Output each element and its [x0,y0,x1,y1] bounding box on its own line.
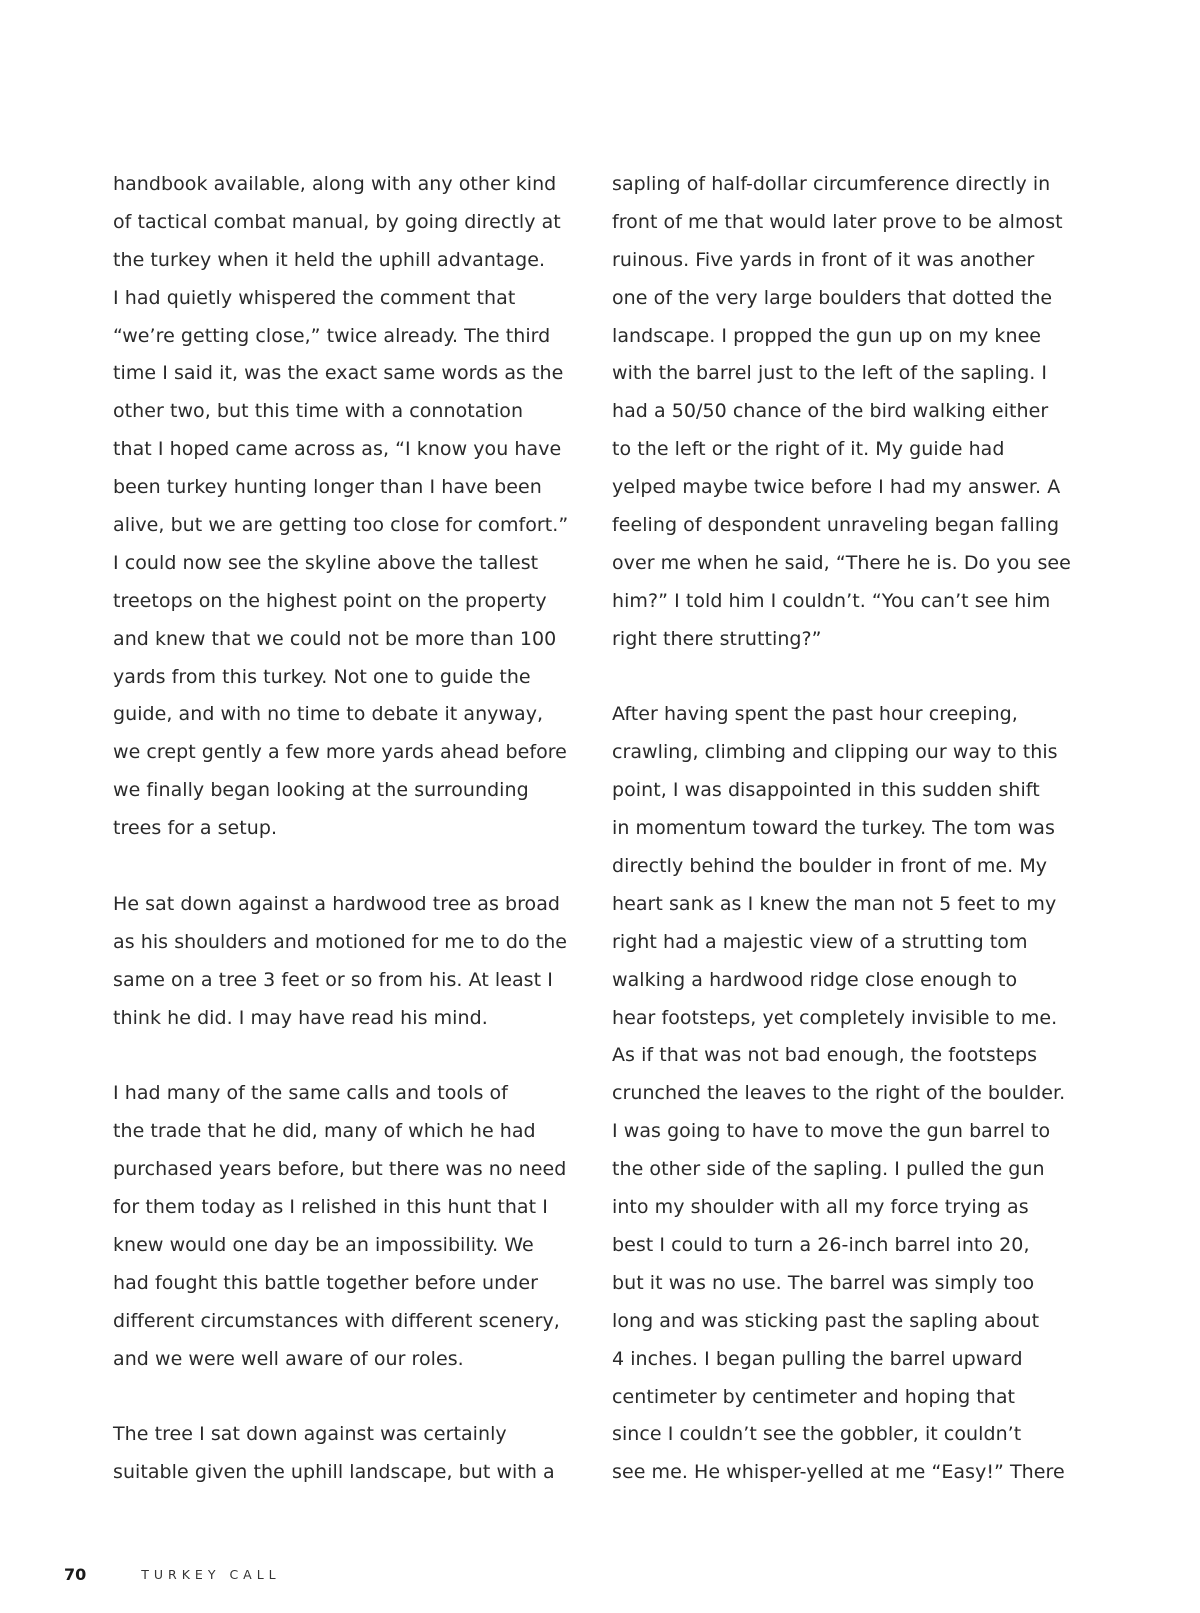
text-line: different circumstances with different scenery, [113,1309,560,1332]
text-line: point, I was disappointed in this sudden shift [612,779,1040,802]
text-line: the trade that he did, many of which he had [113,1120,536,1143]
text-line: the turkey when it held the uphill advantage. [113,248,546,271]
page-footer [64,1562,281,1586]
right-text-column [612,166,1082,1492]
text-line: long and was sticking past the sapling about [612,1309,1040,1332]
paragraph [113,1416,583,1492]
text-line: hear footsteps, yet completely invisible to me. [612,1006,1058,1029]
text-line: been turkey hunting longer than I have been [113,476,542,499]
text-line: As if that was not bad enough, the footsteps [612,1044,1038,1067]
text-line: treetops on the highest point on the property [113,589,547,612]
text-line: right there strutting?” [612,627,822,650]
text-line: over me when he said, “There he is. Do you see [612,551,1071,574]
text-line: same on a tree 3 feet or so from his. At least I [113,968,553,991]
text-line: feeling of despondent unraveling began falling [612,514,1060,537]
text-line: and knew that we could not be more than 100 [113,627,557,650]
text-line: crawling, climbing and clipping our way to this [612,741,1058,764]
paragraph-gap [113,1037,583,1075]
left-text-column [113,166,583,1492]
page-number: 70 [64,1564,87,1584]
text-line: with the barrel just to the left of the sapling. I [612,362,1048,385]
text-line: the other side of the sapling. I pulled the gun [612,1158,1045,1181]
text-line: I had quietly whispered the comment that [113,286,516,309]
text-line: had fought this battle together before under [113,1271,538,1294]
text-line: we crept gently a few more yards ahead before [113,741,567,764]
text-line: ruinous. Five yards in front of it was another [612,248,1035,271]
text-line: that I hoped came across as, “I know you have [113,438,562,461]
text-line: one of the very large boulders that dotted the [612,286,1053,309]
text-line: centimeter by centimeter and hoping that [612,1385,1016,1408]
text-line: I was going to have to move the gun barrel to [612,1120,1051,1143]
text-line: to the left or the right of it. My guide had [612,438,1005,461]
text-line: sapling of half-dollar circumference directly in [612,173,1051,195]
text-line: landscape. I propped the gun up on my knee [612,324,1042,347]
text-line: think he did. I may have read his mind. [113,1006,488,1029]
text-line: into my shoulder with all my force trying as [612,1196,1029,1219]
text-line: of tactical combat manual, by going directly at [113,210,561,233]
text-line: yards from this turkey. Not one to guide the [113,665,531,688]
paragraph [113,886,583,1038]
text-line: handbook available, along with any other kind [113,173,557,195]
text-line: suitable given the uphill landscape, but with a [113,1461,555,1484]
paragraph [612,696,1082,1492]
text-line: since I couldn’t see the gobbler, it couldn’t [612,1423,1022,1446]
text-line: 4 inches. I began pulling the barrel upward [612,1347,1023,1370]
text-line: After having spent the past hour creeping, [612,703,1018,726]
paragraph [113,166,583,848]
paragraph-gap [612,659,1082,697]
text-line: “we’re getting close,” twice already. The third [113,324,551,347]
text-line: for them today as I relished in this hunt that I [113,1196,548,1219]
paragraph [113,1075,583,1378]
text-line: right had a majestic view of a strutting tom [612,930,1028,953]
text-line: yelped maybe twice before I had my answer. A [612,476,1061,499]
text-line: He sat down against a hardwood tree as broad [113,892,561,915]
text-line: purchased years before, but there was no need [113,1158,567,1181]
text-line: front of me that would later prove to be almost [612,210,1063,233]
paragraph-gap [113,848,583,886]
paragraph-gap [113,1379,583,1417]
text-line: as his shoulders and motioned for me to do the [113,930,568,953]
text-line: and we were well aware of our roles. [113,1347,464,1370]
text-line: trees for a setup. [113,817,278,840]
text-line: best I could to turn a 26-inch barrel into 20, [612,1233,1030,1256]
text-line: The tree I sat down against was certainly [113,1423,507,1446]
text-line: other two, but this time with a connotation [113,400,524,423]
text-line: I could now see the skyline above the tallest [113,551,539,574]
text-line: heart sank as I knew the man not 5 feet to my [612,892,1057,915]
text-line: crunched the leaves to the right of the boulder. [612,1082,1066,1105]
text-line: see me. He whisper-yelled at me “Easy!” There [612,1461,1065,1484]
text-line: we finally began looking at the surrounding [113,779,529,802]
text-line: had a 50/50 chance of the bird walking either [612,400,1049,423]
magazine-name: TURKEY CALL [141,1566,281,1582]
text-line: directly behind the boulder in front of me. My [612,855,1048,878]
text-line: alive, but we are getting too close for comfort.” [113,514,569,537]
text-line: in momentum toward the turkey. The tom was [612,817,1055,840]
paragraph [612,166,1082,659]
text-line: guide, and with no time to debate it anyway, [113,703,544,726]
text-line: him?” I told him I couldn’t. “You can’t see him [612,589,1051,612]
text-line: knew would one day be an impossibility. We [113,1233,534,1256]
text-line: I had many of the same calls and tools of [113,1082,508,1105]
text-line: but it was no use. The barrel was simply too [612,1271,1035,1294]
text-line: time I said it, was the exact same words as the [113,362,564,385]
text-line: walking a hardwood ridge close enough to [612,968,1018,991]
